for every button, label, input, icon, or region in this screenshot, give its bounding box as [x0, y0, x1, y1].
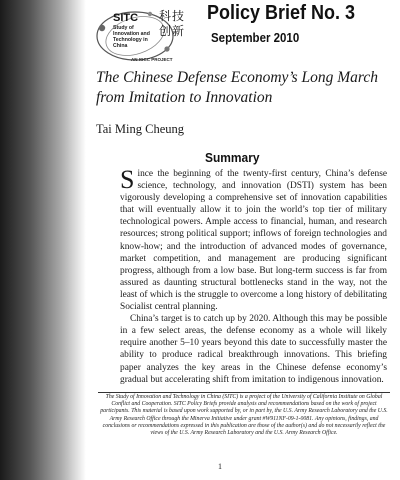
- logo-subtitle: Study of Innovation and Technology in China: [113, 25, 150, 49]
- logo-chinese-line-2: 创新: [159, 24, 186, 38]
- page-number: 1: [218, 462, 222, 471]
- footnote-disclaimer: The Study of Innovation and Technology in China (SITC) is a project of the University of California Institute on Global Conflict and Cooperation. SITC Policy Briefs provide analysis and recommendations based on the work of project participants. This material is based upon work supported by, or in part by, the U.S. Army Research Laboratory and the U.S. Army Research Office through the Minerva Initiative under grant #W911NF-09-1-0081. Any opinions, findings, and conclusions or recommendations expressed in this publication are those of the author(s) and do not necessarily reflect the views of the U.S. Army Research Laboratory and the U.S. Army Research Office.: [100, 394, 388, 437]
- summary-paragraph-1: [120, 165, 387, 313]
- logo-acronym: SITC: [113, 12, 139, 24]
- publication-date: September 2010: [211, 31, 300, 45]
- footnote-divider: [98, 392, 390, 393]
- policy-brief-number: Policy Brief No. 3: [207, 2, 356, 24]
- summary-body: [120, 165, 387, 386]
- article-title: The Chinese Defense Economy’s Long March from Imitation to Innovation: [96, 69, 378, 106]
- logo-project-label: AN IGCC PROJECT: [131, 57, 173, 62]
- sitc-logo: [93, 4, 191, 66]
- summary-paragraph-2: China’s target is to catch up by 2020. Although this may be possible in a few select areas, the defense economy as a whole will likely require another 5–10 years beyond this date to successfully master the ability to produce radical breakthrough innovations. This briefing paper analyzes the key areas in the Chinese defense economy’s gradual but accelerating shift from imitation to indigenous innovation.: [120, 314, 387, 385]
- summary-heading: Summary: [205, 150, 260, 165]
- summary-paragraph-1-text: ince the beginning of the twenty-first century, China’s defense science, technology, and innovation (DSTI) system has been vigorously developing a comprehensive set of innovation capabilities that will eventually allow it to join the world’s top tier of military technological powers. Ample access to financial, human, and research resources; strong political support; inflows of foreign technologies and know-how; and the introduction of advanced modes of governance, market competition, and management are producing significant progress, although from a low base. But long-term success is far from assured as daunting structural bottlenecks stand in the way, not the least of which is the struggle to overcome a long history of debilitating Socialist central planning.: [120, 169, 387, 313]
- drop-cap: S: [120, 165, 135, 194]
- logo-chinese-line-1: 科技: [159, 9, 186, 23]
- author-name: Tai Ming Cheung: [96, 122, 185, 136]
